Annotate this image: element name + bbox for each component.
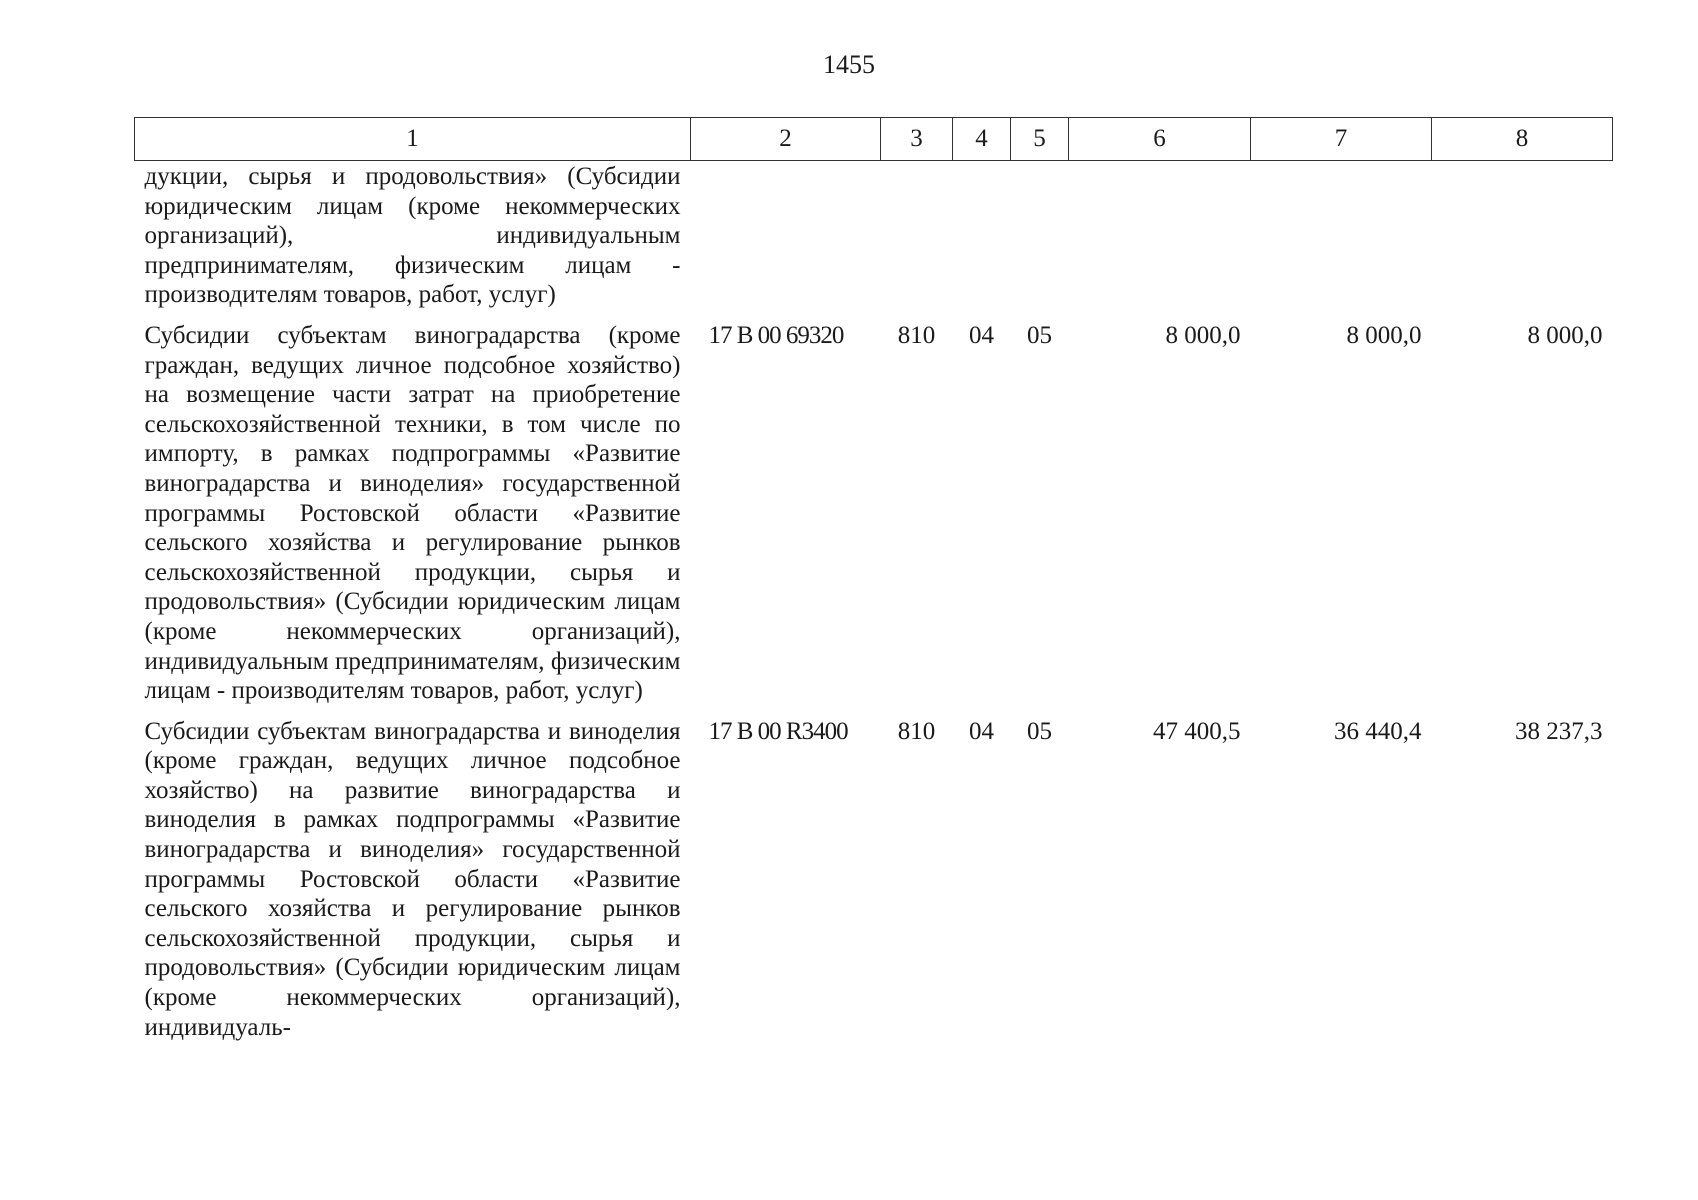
- row-subsection: 05: [1027, 717, 1052, 745]
- column-header-5: 5: [1011, 118, 1069, 161]
- row-subsection: [1011, 161, 1069, 321]
- table-row: [135, 717, 1613, 1054]
- row-amount-col8: 8 000,0: [1527, 321, 1603, 349]
- column-header-2: 2: [691, 118, 881, 161]
- row-expense-type: [881, 161, 953, 321]
- row-expense-type: 810: [897, 717, 936, 745]
- row-target-code: 17 В 00 69320: [708, 321, 844, 349]
- column-header-7: 7: [1251, 118, 1432, 161]
- budget-table: [134, 117, 1613, 1053]
- row-section: 04: [969, 321, 994, 349]
- table-row: [135, 321, 1613, 717]
- row-amount-col7: 36 440,4: [1334, 717, 1422, 745]
- row-amount-col8: 38 237,3: [1515, 717, 1603, 745]
- header-row: [135, 118, 1613, 161]
- row-section: [953, 161, 1011, 321]
- table-row: [135, 161, 1613, 321]
- row-target-code: 17 В 00 R3400: [708, 717, 848, 745]
- row-amount-col8: [1432, 161, 1613, 321]
- column-header-1: 1: [135, 118, 691, 161]
- row-description: Субсидии субъектам виноградарства и виноделия (кроме граждан, ведущих личное подсобное хозяйство) на развитие виноградарства и виноделия в рамках подпрограммы «Развитие виноградарства и виноделия» государственной программы Ростовской области «Развитие сельского хозяйства и регулирование рынков сельскохозяйственной продукции, сырья и продовольствия» (Субсидии юридическим лицам (кроме некоммерческих организаций), индивидуаль-: [144, 717, 681, 1041]
- column-header-3: 3: [881, 118, 953, 161]
- row-amount-col6: [1069, 161, 1251, 321]
- row-description: дукции, сырья и продовольствия» (Субсидии юридическим лицам (кроме некоммерческих организаций), индивидуальным предпринимателям, физическим лицам - производителям товаров, работ, услуг): [144, 163, 681, 309]
- row-target-code: [691, 161, 881, 321]
- column-header-4: 4: [953, 118, 1011, 161]
- row-description: Субсидии субъектам виноградарства (кроме граждан, ведущих личное подсобное хозяйство) на возмещение части затрат на приобретение сельскохозяйственной техники, в том числе по импорту, в рамках подпрограммы «Развитие виноградарства и виноделия» государственной программы Ростовской области «Развитие сельского хозяйства и регулирование рынков сельскохозяйственной продукции, сырья и продовольствия» (Субсидии юридическим лицам (кроме некоммерческих организаций), индивидуальным предпринимателям, физическим лицам - производителям товаров, работ, услуг): [144, 321, 681, 705]
- row-expense-type: 810: [897, 321, 936, 349]
- row-amount-col7: 8 000,0: [1346, 321, 1422, 349]
- column-header-6: 6: [1069, 118, 1251, 161]
- row-subsection: 05: [1027, 321, 1052, 349]
- row-section: 04: [969, 717, 994, 745]
- page-number: 1455: [823, 50, 875, 79]
- column-header-8: 8: [1432, 118, 1613, 161]
- row-amount-col6: 8 000,0: [1165, 321, 1241, 349]
- row-amount-col7: [1251, 161, 1432, 321]
- row-amount-col6: 47 400,5: [1153, 717, 1241, 745]
